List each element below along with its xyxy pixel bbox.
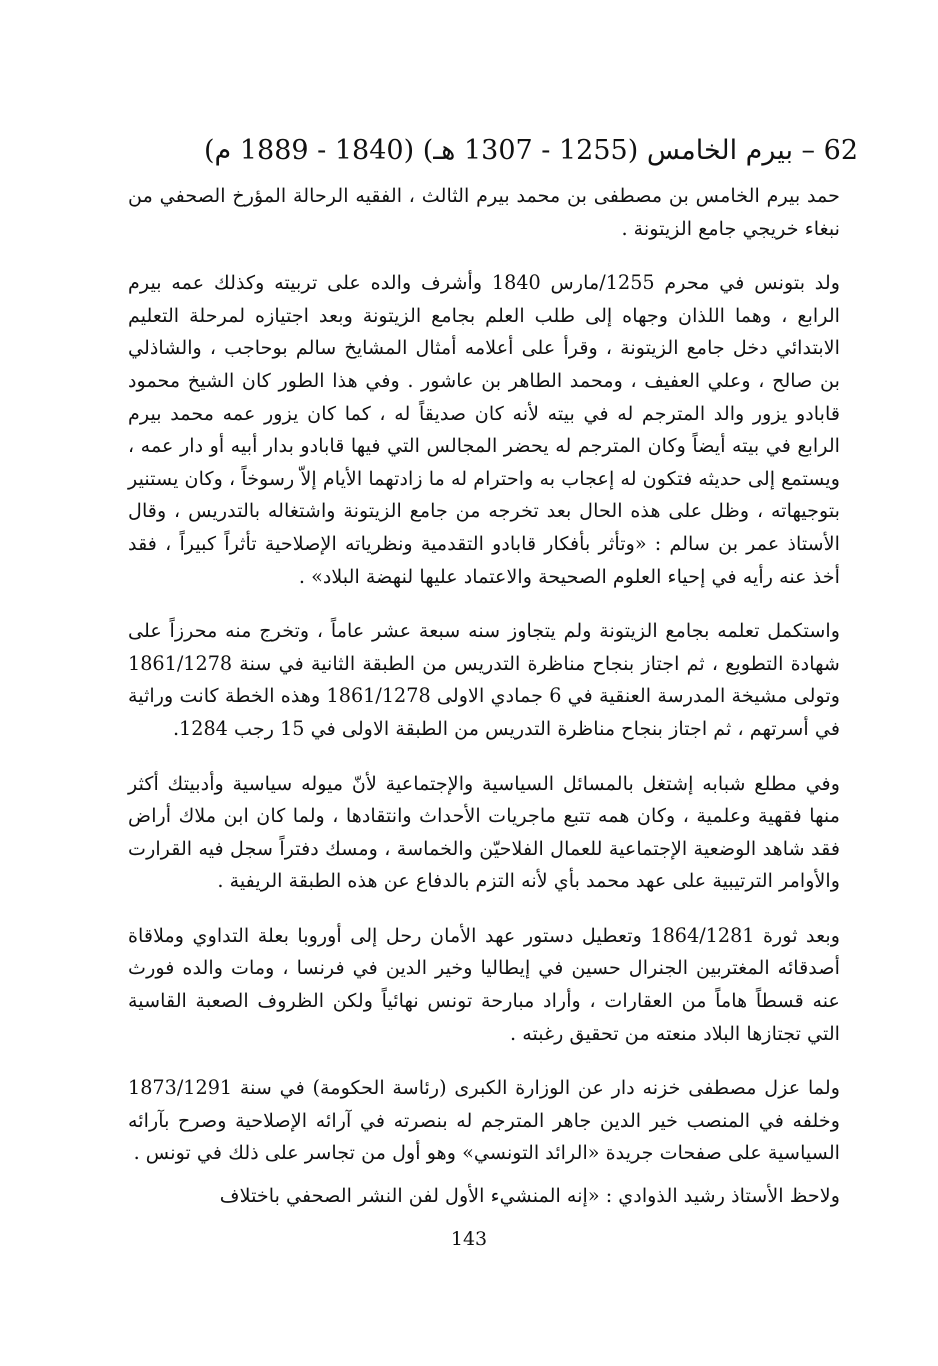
paragraph-youth-politics: وفي مطلع شبابه إشتغل بالمسائل السياسية والإجتماعية لأنّ ميوله سياسية وأدبيتك أكثر منها فقهية وعلمية ، وكان همه تتبع ماجريات الأحداث وانتقادها ، ولما كان ابن ملاك أراض فقد شاهد الوضعية الإجتماعية للعمال الفلاحيّن والخماسة ، ومسك دفتراً سجل فيه القرارت والأوامر الترتيبية على عهد محمد بأي لأنه التزم بالدفاع عن هذه الطبقة الريفية .	[128, 771, 840, 893]
paragraph-intro: حمد بيرم الخامس بن مصطفى بن محمد بيرم الثالث ، الفقيه الرحالة المؤرخ الصحفي من نبغاء خريجي جامع الزيتونة .	[128, 184, 840, 240]
paragraph-journalism: ولاحظ الأستاذ رشيد الذوادي : «إنه المنشيء الأول لفن النشر الصحفي باختلاف	[219, 1184, 840, 1208]
entry-heading: 62 – بيرم الخامس (1255 - 1307 هـ) (1840 - 1889 م)	[204, 135, 858, 166]
page-number: 143	[450, 1228, 488, 1250]
paragraph-ministry: ولما عزل مصطفى خزنه دار عن الوزارة الكبرى (رئاسة الحكومة) في سنة 1873/1291 وخلفه في المنصب خير الدين جاهر المترجم له بنصرته في آرائه الإصلاحية وصرح بآرائه السياسية على صفحات جريدة «الرائد التونسي» وهو أول من تجاسر على ذلك في تونس .	[128, 1076, 840, 1165]
paragraph-birth-education: ولد بتونس في محرم 1255/مارس 1840 وأشرف والده على تربيته وكذلك عمه بيرم الرابع ، وهما اللذان وجهاه إلى طلب العلم بجامع الزيتونة وبعد اجتيازه لمرحلة التعليم الابتدائي دخل جامع الزيتونة ، وقرأ على أعلامه أمثال المشايخ سالم بوحاجب ، والشاذلي بن صالح ، وعلي العفيف ، ومحمد الطاهر بن عاشور . وفي هذا الطور كان الشيخ محمود قابادو يزور والد المترجم له في بيته لأنه كان صديقاً له ، كما كان يزور عمه محمد بيرم الرابع في بيته أيضاً وكان المترجم له يحضر المجالس التي فيها قابادو بدار أبيه أو دار عمه ، ويستمع إلى حديثه فتكون له إعجاب به واحترام له ما زادتهما الأيام إلاّ رسوخاً ، وكان يستنير بتوجيهاته ، وظل على هذه الحال بعد تخرجه من جامع الزيتونة واشتغاله بالتدريس ، وقال الأستاذ عمر بن سالم : «وتأثر بأفكار قابادو التقدمية ونظرياته الإصلاحية تأثراً كبيراً ، فقد أخذ عنه رأيه في إحياء العلوم الصحيحة والاعتماد عليها لنهضة البلاد» .	[128, 271, 840, 588]
paragraph-europe-travel: وبعد ثورة 1864/1281 وتعطيل دستور عهد الأمان رحل إلى أوروبا بعلة التداوي وملاقاة أصدقائه المغتربين الجنرال حسين في إيطاليا وخير الدين في فرنسا ، ومات والده فورث عنه قسطاً هاماً من العقارات ، وأراد مبارحة تونس نهائياً ولكن الظروف الصعبة القاسية التي تجتازها البلاد منعته من تحقيق رغبته .	[128, 923, 840, 1045]
paragraph-graduation: واستكمل تعلمه بجامع الزيتونة ولم يتجاوز سنه سبعة عشر عاماً ، وتخرج منه محرزاً على شهادة التطويع ، ثم اجتاز بنجاح مناظرة التدريس من الطبقة الثانية في سنة 1861/1278 وتولى مشيخة المدرسة العنقية في 6 جمادي الاولى 1861/1278 وهذه الخطة كانت وراثية في أسرتهم ، ثم اجتاز بنجاح مناظرة التدريس من الطبقة الاولى في 15 رجب 1284.	[128, 619, 841, 740]
page-body	[128, 122, 858, 1213]
